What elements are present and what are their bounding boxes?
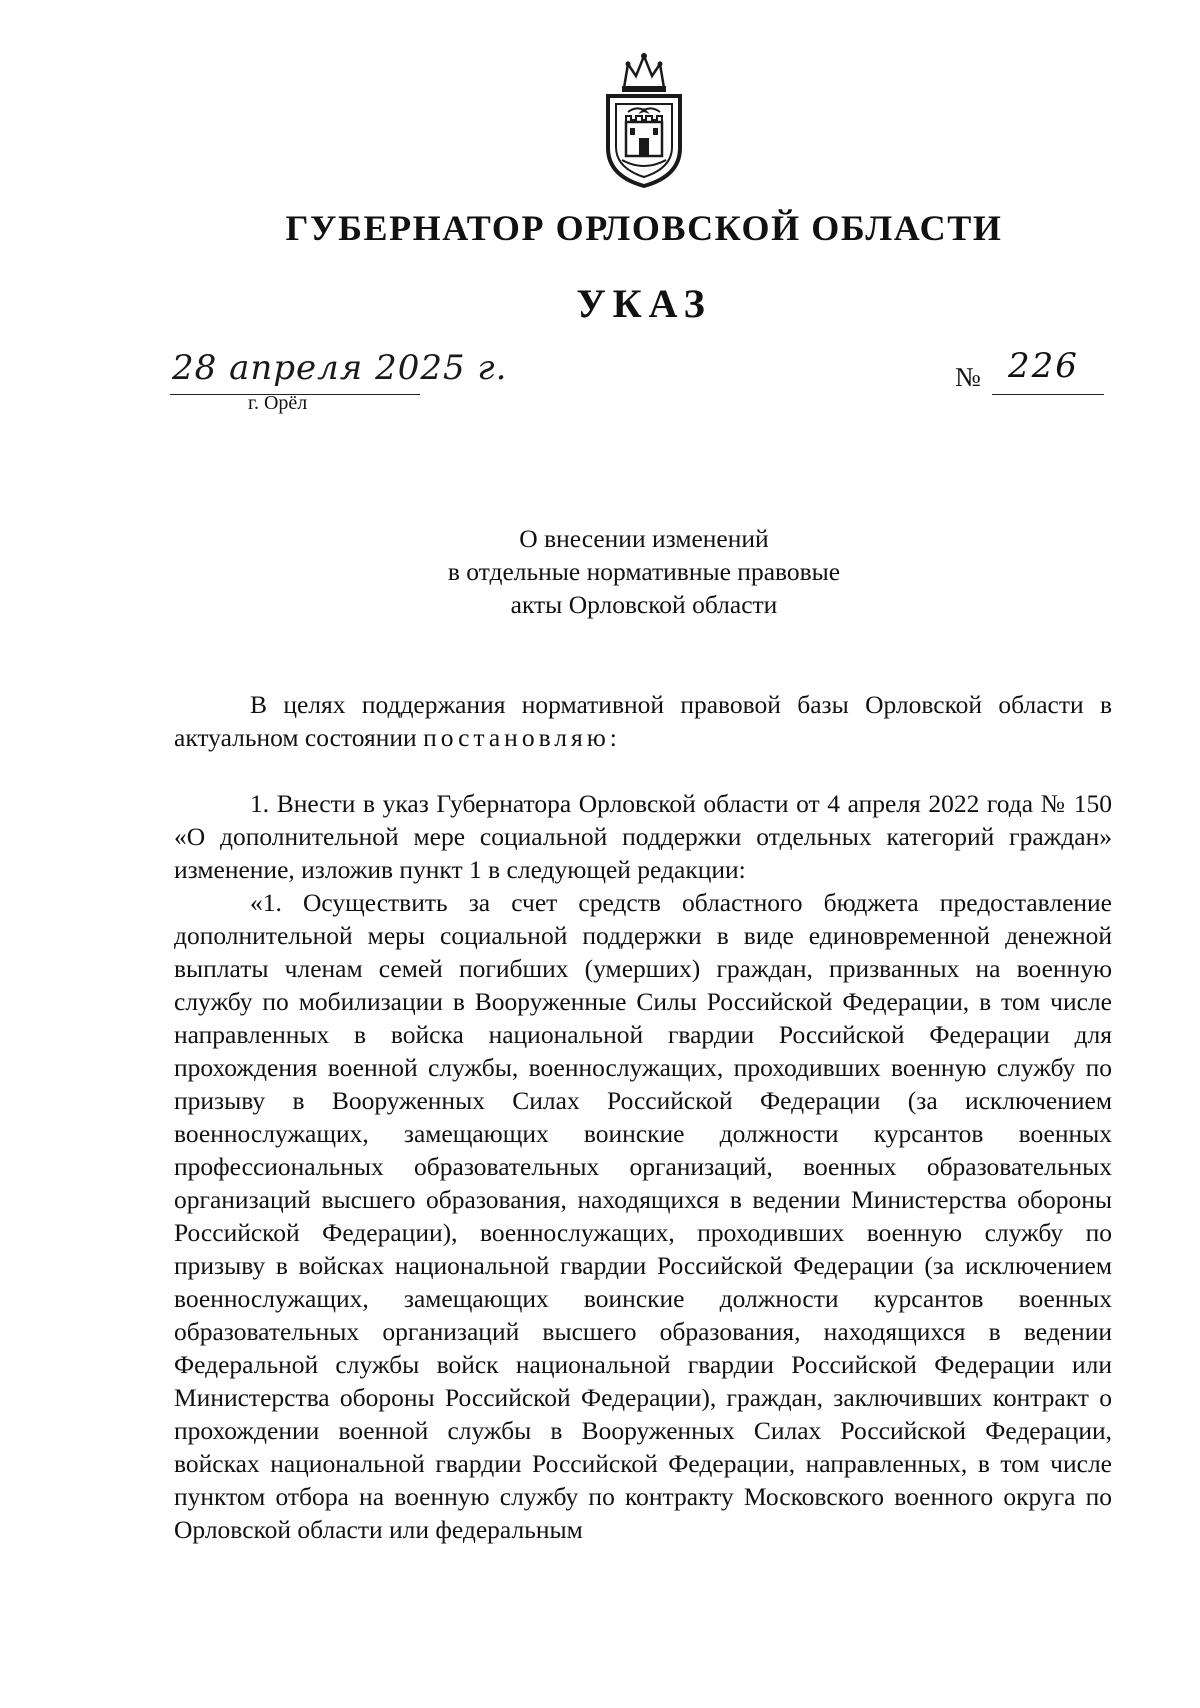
number-label: № — [955, 362, 981, 392]
number-underline — [992, 394, 1104, 395]
document-body — [174, 688, 1112, 1546]
preamble-text: В целях поддержания нормативной правовой базы Орловской области в актуальном состоянии — [174, 690, 1112, 752]
subject-line: акты Орловской области — [510, 590, 778, 619]
document-subject — [0, 522, 1200, 621]
document-date: 28 апреля 2025 г. — [172, 348, 508, 388]
subject-line: в отдельные нормативные правовые — [447, 557, 841, 586]
document-type: УКАЗ — [576, 281, 712, 326]
issue-city: г. Орёл — [248, 392, 308, 414]
document-number: 226 — [1008, 346, 1079, 386]
coat-of-arms-icon — [598, 50, 690, 190]
subject-line: О внесении изменений — [519, 524, 769, 553]
issuing-authority: ГУБЕРНАТОР ОРЛОВСКОЙ ОБЛАСТИ — [285, 208, 1003, 248]
item-1-paragraph: 1. Внести в указ Губернатора Орловской области от 4 апреля 2022 года № 150 «О дополнительной мере социальной поддержки отдельных категорий граждан» изменение, изложив пункт 1 в следующей редакции: — [174, 789, 1112, 884]
preamble-paragraph — [174, 688, 1112, 754]
decree-word: постановляю: — [423, 723, 621, 752]
item-1-quote-paragraph: «1. Осуществить за счет средств областного бюджета предоставление дополнительной меры социальной поддержки в виде единовременной денежной выплаты членам семей погибших (умерших) граждан, призванных на военную службу по мобилизации в Вооруженные Силы Российской Федерации, в том числе направленных в войска национальной гвардии Российской Федерации для прохождения военной службы, военнослужащих, проходивших военную службу по призыву в Вооруженных Силах Российской Федерации (за исключением военнослужащих, замещающих воинские должности курсантов военных профессиональных образовательных организаций, военных образовательных организаций высшего образования, находящихся в ведении Министерства обороны Российской Федерации), военнослужащих, проходивших военную службу по призыву в войсках национальной гвардии Российской Федерации (за исключением военнослужащих, замещающих воинские должности курсантов военных образовательных организаций высшего образования, находящихся в ведении Федеральной службы войск национальной гвардии Российской Федерации или Министерства обороны Российской Федерации), граждан, заключивших контракт о прохождении военной службы в Вооруженных Силах Российской Федерации, войсках национальной гвардии Российской Федерации, направленных, в том числе пунктом отбора на военную службу по контракту Московского военного округа по Орловской области или федеральным — [174, 888, 1112, 1544]
